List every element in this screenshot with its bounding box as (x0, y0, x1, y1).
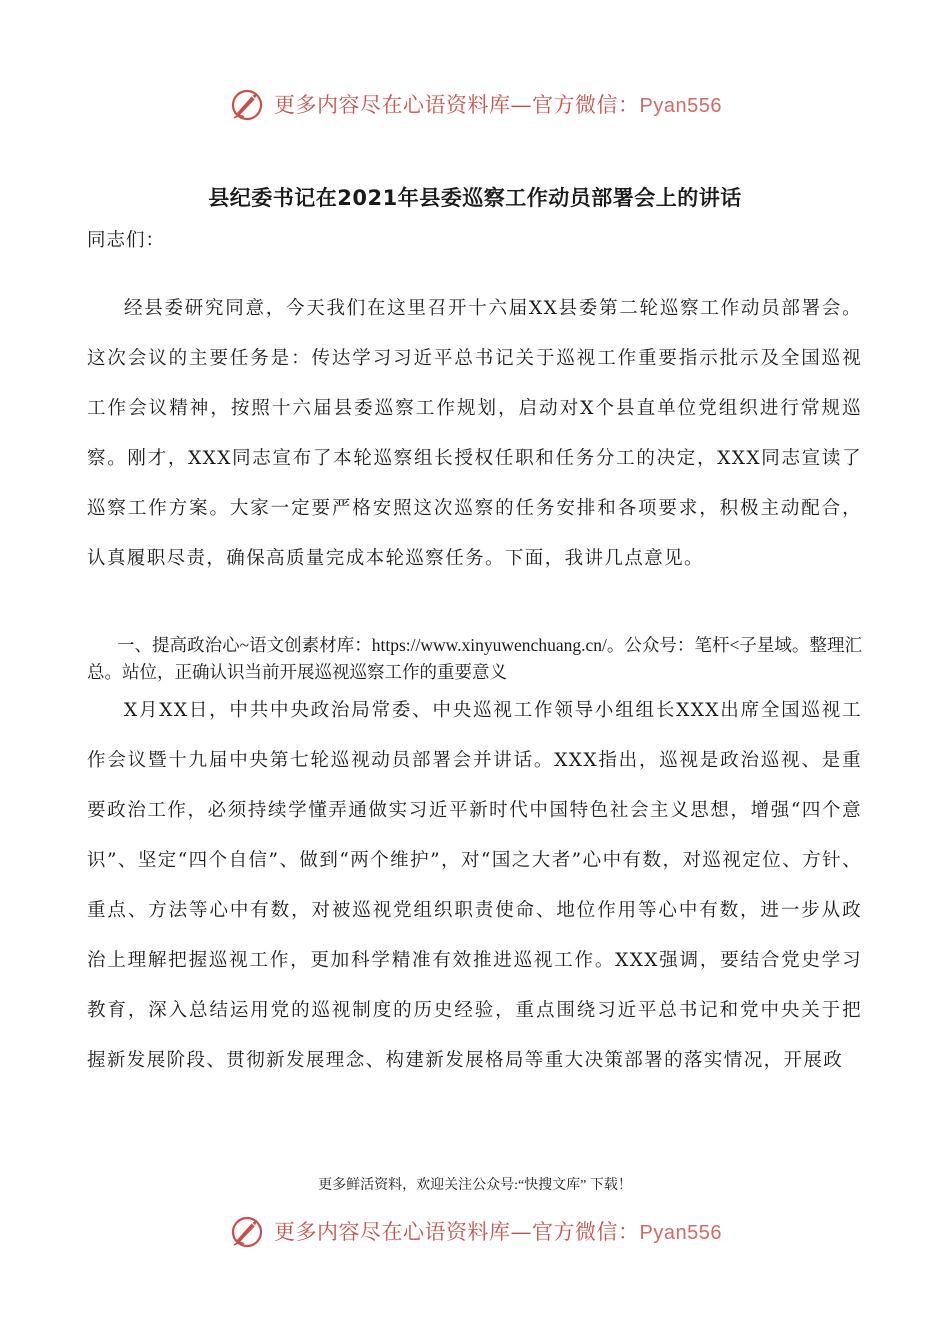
wechat-id: Pyan556 (639, 95, 722, 117)
footer-note: 更多鲜活资料，欢迎关注公众号:“快搜文库” 下载！ (318, 1178, 632, 1193)
section-heading: 一、提高政治心~语文创素材库：https://www.xinyuwenchuang.cn/。公众号：笔杆<子星域。整理汇总。站位，正确认识当前开展巡视巡察工作的重要意义 (87, 635, 862, 682)
bottom-watermark-banner (0, 1207, 950, 1255)
pen-logo-icon (228, 1211, 268, 1251)
paragraph-body: X月XX日，中共中央政治局常委、中央巡视工作领导小组组长XXX出席全国巡视工作会议暨十九届中央第七轮巡视动员部署会并讲话。XXX指出，巡视是政治巡视、是重要政治工作，必须持续学懂弄通做实习近平新时代中国特色社会主义思想，增强“四个意识”、坚定“四个自信”、做到“两个维护”，对“国之大者”心中有数，对巡视定位、方针、重点、方法等心中有数，对被巡视党组织职责使命、地位作用等心中有数，进一步从政治上理解把握巡视工作，更加科学精准有效推进巡视工作。XXX强调，要结合党史学习教育，深入总结运用党的巡视制度的历史经验，重点围绕习近平总书记和党中央关于把握新发展阶段、贯彻新发展理念、构建新发展格局等重大决策部署的落实情况，开展政 (87, 700, 862, 1071)
watermark-text: 更多内容尽在心语资料库—官方微信：Pyan556 (274, 1220, 722, 1244)
paragraph-intro: 经县委研究同意，今天我们在这里召开十六届XX县委第二轮巡察工作动员部署会。这次会议的主要任务是：传达学习习近平总书记关于巡视工作重要指示批示及全国巡视工作会议精神，按照十六届县委巡察工作规划，启动对X个县直单位党组织进行常规巡察。刚才，XXX同志宣布了本轮巡察组长授权任职和任务分工的决定，XXX同志宣读了巡察工作方案。大家一定要严格安照这次巡察的任务安排和各项要求，积极主动配合，认真履职尽责，确保高质量完成本轮巡察任务。下面，我讲几点意见。 (87, 298, 862, 569)
top-watermark-banner (0, 80, 950, 128)
page-title: 县纪委书记在2021年县委巡察工作动员部署会上的讲话 (208, 186, 742, 210)
salutation: 同志们： (87, 230, 166, 251)
watermark-text: 更多内容尽在心语资料库—官方微信：Pyan556 (274, 93, 722, 117)
wechat-id: Pyan556 (639, 1222, 722, 1244)
pen-logo-icon (228, 84, 268, 124)
